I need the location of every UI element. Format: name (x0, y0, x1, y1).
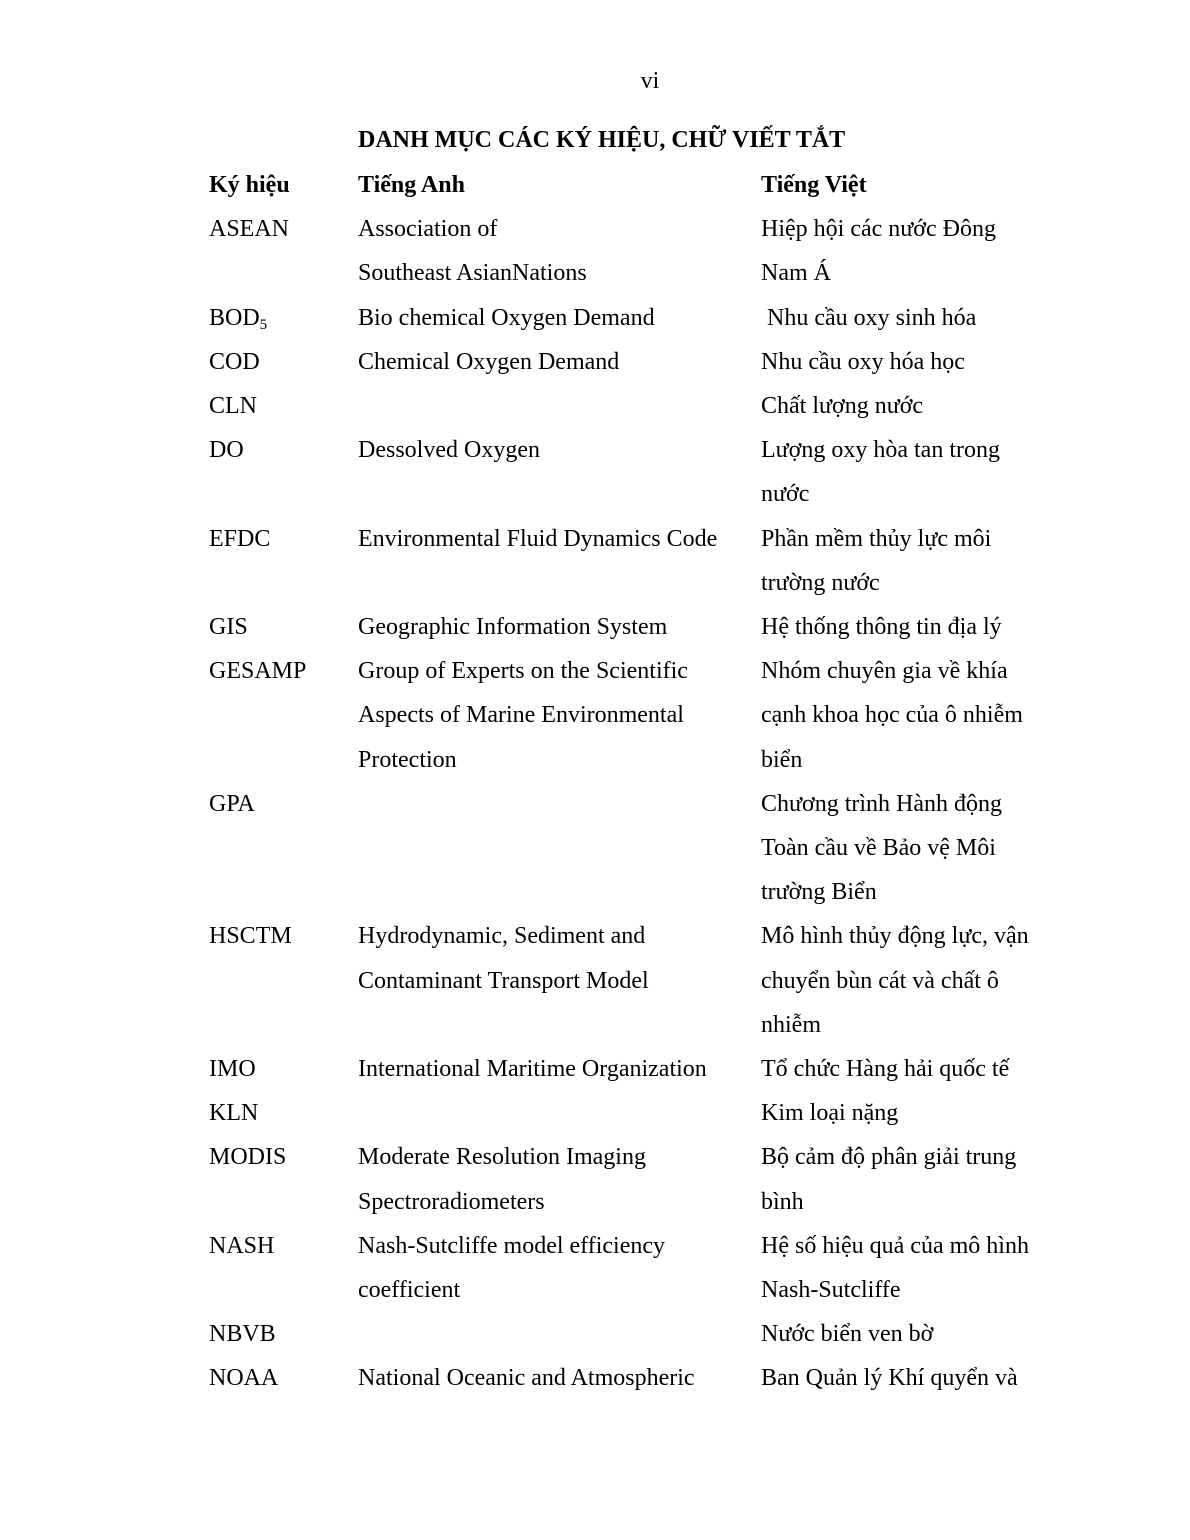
table-row (209, 1091, 1069, 1135)
english-line: coefficient (358, 1277, 461, 1304)
symbol-cell (209, 1224, 358, 1312)
symbol-cell (209, 296, 358, 340)
vietnamese-line: cạnh khoa học của ô nhiễm (761, 702, 1023, 729)
vietnamese-line: nhiễm (761, 1011, 821, 1038)
english-line: Nash-Sutcliffe model efficiency (358, 1232, 666, 1259)
vietnamese-line: Hiệp hội các nước Đông (761, 216, 996, 243)
vietnamese-cell (761, 782, 1061, 915)
symbol-subscript: 5 (259, 316, 268, 333)
vietnamese-cell (761, 605, 1061, 649)
vietnamese-cell (761, 207, 1061, 295)
table-row (209, 782, 1069, 915)
symbol-cell (209, 384, 358, 428)
header-vietnamese: Tiếng Việt (761, 172, 867, 198)
vietnamese-line: Bộ cảm độ phân giải trung (761, 1144, 1017, 1171)
table-row (209, 1356, 1069, 1400)
vietnamese-line: Lượng oxy hòa tan trong (761, 437, 1000, 464)
table-row (209, 340, 1069, 384)
vietnamese-line: Chương trình Hành động (761, 790, 1003, 817)
english-line: National Oceanic and Atmospheric (358, 1365, 695, 1392)
symbol-cell (209, 207, 358, 295)
vietnamese-cell (761, 384, 1061, 428)
symbol-cell (209, 1047, 358, 1091)
table-row (209, 207, 1069, 295)
english-line: Contaminant Transport Model (358, 967, 649, 994)
table-row (209, 1224, 1069, 1312)
english-cell (358, 605, 761, 649)
vietnamese-line: Mô hình thủy động lực, vận (761, 923, 1029, 950)
symbol-cell (209, 914, 358, 1047)
english-cell (358, 1312, 761, 1356)
english-cell (358, 1356, 761, 1400)
english-cell (358, 207, 761, 295)
english-cell (358, 428, 761, 516)
vietnamese-line: Phần mềm thủy lực môi (761, 525, 992, 552)
english-line: Environmental Fluid Dynamics Code (358, 525, 718, 552)
english-cell (358, 296, 761, 340)
vietnamese-cell (761, 1224, 1061, 1312)
symbol-text: HSCTM (209, 923, 292, 950)
vietnamese-line: Hệ thống thông tin địa lý (761, 614, 1002, 641)
vietnamese-line: Ban Quản lý Khí quyển và (761, 1365, 1018, 1392)
vietnamese-cell (761, 1135, 1061, 1223)
english-line: International Maritime Organization (358, 1056, 707, 1083)
table-row (209, 1047, 1069, 1091)
symbol-cell (209, 649, 358, 782)
table-row (209, 428, 1069, 516)
vietnamese-line: Chất lượng nước (761, 393, 924, 420)
symbol-text: CLN (209, 393, 257, 420)
vietnamese-line: nước (761, 481, 810, 508)
symbol-cell (209, 1091, 358, 1135)
vietnamese-line: biển (761, 746, 803, 773)
vietnamese-line: Hệ số hiệu quả của mô hình (761, 1232, 1029, 1259)
abbreviation-table (209, 163, 1069, 1401)
english-cell (358, 914, 761, 1047)
table-body (209, 207, 1069, 1400)
vietnamese-line: trường Biển (761, 879, 877, 906)
english-line: Hydrodynamic, Sediment and (358, 923, 646, 950)
symbol-text: ASEAN (209, 216, 290, 243)
vietnamese-cell (761, 1091, 1061, 1135)
symbol-text: EFDC (209, 525, 271, 552)
english-cell (358, 517, 761, 605)
vietnamese-cell (761, 1047, 1061, 1091)
symbol-text: NBVB (209, 1321, 276, 1348)
english-cell (358, 340, 761, 384)
symbol-text: IMO (209, 1056, 256, 1083)
symbol-text: NOAA (209, 1365, 279, 1392)
symbol-text: DO (209, 437, 244, 464)
vietnamese-line: bình (761, 1188, 804, 1215)
page-title: DANH MỤC CÁC KÝ HIỆU, CHỮ VIẾT TẮT (358, 127, 846, 153)
symbol-text: GPA (209, 790, 255, 817)
english-cell (358, 384, 761, 428)
vietnamese-line: Toàn cầu về Bảo vệ Môi (761, 835, 996, 862)
symbol-cell (209, 428, 358, 516)
vietnamese-cell (761, 649, 1061, 782)
symbol-text: GIS (209, 614, 248, 641)
table-row (209, 1312, 1069, 1356)
symbol-cell (209, 1135, 358, 1223)
symbol-text: KLN (209, 1100, 259, 1127)
english-line: Moderate Resolution Imaging (358, 1144, 646, 1171)
english-line: Aspects of Marine Environmental (358, 702, 684, 729)
header-english: Tiếng Anh (358, 172, 465, 198)
table-header-row (209, 163, 1069, 207)
vietnamese-line: Kim loại nặng (761, 1100, 899, 1127)
table-row (209, 296, 1069, 340)
symbol-text: GESAMP (209, 658, 307, 685)
english-line: Association of (358, 216, 498, 243)
vietnamese-line: trường nước (761, 569, 880, 596)
symbol-cell (209, 605, 358, 649)
english-line: Chemical Oxygen Demand (358, 348, 620, 375)
vietnamese-line: chuyển bùn cát và chất ô (761, 967, 999, 994)
table-row (209, 1135, 1069, 1223)
vietnamese-cell (761, 340, 1061, 384)
vietnamese-cell (761, 296, 1061, 340)
english-cell (358, 1135, 761, 1223)
vietnamese-cell (761, 1312, 1061, 1356)
vietnamese-line: Nhu cầu oxy hóa học (761, 348, 965, 375)
symbol-text: BOD (209, 304, 260, 331)
english-line: Bio chemical Oxygen Demand (358, 304, 655, 331)
symbol-cell (209, 1356, 358, 1400)
vietnamese-line: Nước biển ven bờ (761, 1321, 934, 1348)
vietnamese-cell (761, 1356, 1061, 1400)
english-cell (358, 1224, 761, 1312)
vietnamese-line: Nam Á (761, 260, 831, 287)
page-number: vi (640, 68, 660, 94)
header-symbol: Ký hiệu (209, 172, 290, 198)
english-cell (358, 1047, 761, 1091)
english-cell (358, 782, 761, 915)
table-row (209, 384, 1069, 428)
vietnamese-cell (761, 914, 1061, 1047)
table-row (209, 649, 1069, 782)
table-row (209, 517, 1069, 605)
vietnamese-line: Nash-Sutcliffe (761, 1277, 901, 1304)
english-line: Group of Experts on the Scientific (358, 658, 688, 685)
vietnamese-line: Tổ chức Hàng hải quốc tế (761, 1056, 1010, 1083)
table-row (209, 605, 1069, 649)
vietnamese-cell (761, 517, 1061, 605)
symbol-cell (209, 340, 358, 384)
symbol-cell (209, 1312, 358, 1356)
symbol-cell (209, 782, 358, 915)
symbol-text: NASH (209, 1232, 275, 1259)
symbol-cell (209, 517, 358, 605)
vietnamese-line: Nhóm chuyên gia về khía (761, 658, 1008, 685)
english-line: Protection (358, 746, 457, 773)
english-cell (358, 649, 761, 782)
vietnamese-cell (761, 428, 1061, 516)
english-line: Geographic Information System (358, 614, 668, 641)
english-line: Dessolved Oxygen (358, 437, 540, 464)
table-row (209, 914, 1069, 1047)
english-cell (358, 1091, 761, 1135)
english-line: Southeast AsianNations (358, 260, 587, 287)
symbol-text: MODIS (209, 1144, 287, 1171)
symbol-text: COD (209, 348, 260, 375)
vietnamese-line: Nhu cầu oxy sinh hóa (761, 304, 977, 331)
english-line: Spectroradiometers (358, 1188, 545, 1215)
